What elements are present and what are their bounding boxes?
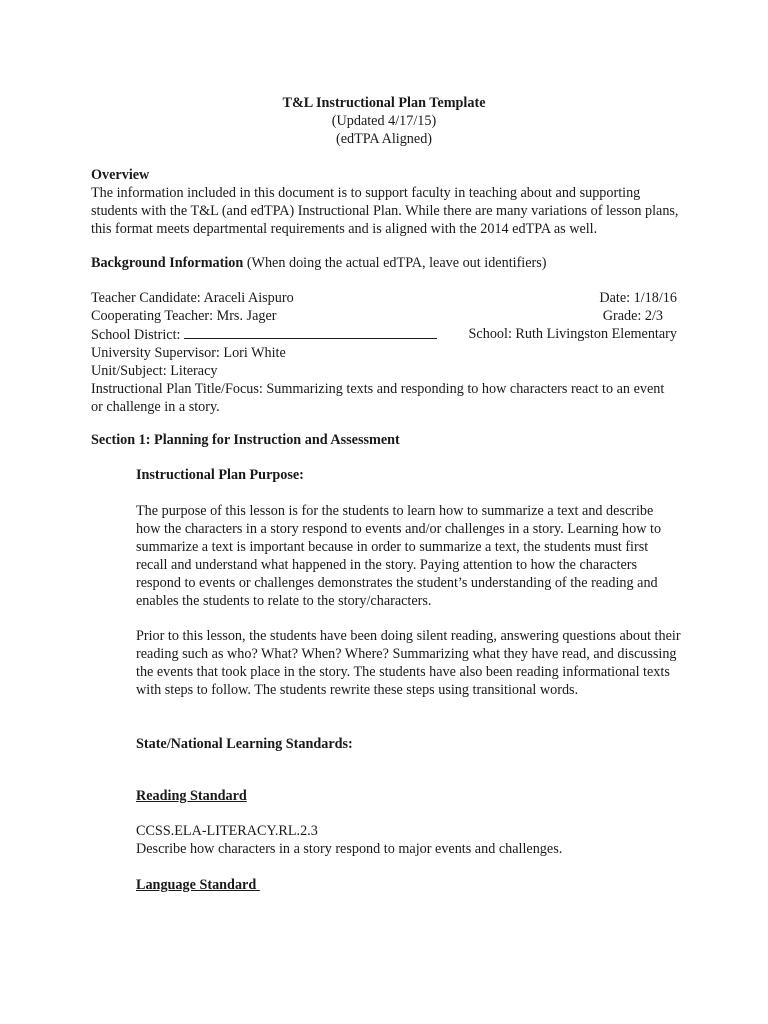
school-name: School: Ruth Livingston Elementary [468,326,677,342]
language-standard-heading: Language Standard [136,877,260,893]
overview-section [91,166,681,238]
reading-standard-code: CCSS.ELA-LITERACY.RL.2.3 [136,823,318,839]
cooperating-grade-row [91,307,677,325]
teacher-date-row [91,289,677,307]
school-district-field [91,325,437,344]
university-supervisor: University Supervisor: Lori White [91,345,286,361]
overview-heading: Overview [91,167,150,183]
section1-heading: Section 1: Planning for Instruction and Assessment [91,432,400,448]
standards-heading: State/National Learning Standards: [136,736,353,752]
document-title: T&L Instructional Plan Template [282,95,486,111]
lesson-date: Date: 1/18/16 [599,290,677,306]
edtpa-aligned-note: (edTPA Aligned) [335,131,433,147]
reading-standard-heading: Reading Standard [136,788,247,804]
school-district-blank [184,325,437,339]
purpose-paragraph-1: The purpose of this lesson is for the students to learn how to summarize a text and describe how the characters in a story respond to events and/or challenges in a story. Learning how to summarize a text is important because in order to summarize a text, the students must first recall and understand what happened in the story. Paying attention to how the characters respond to events or challenges demonstrates the student’s understanding of the reading and enables the students to relate to the story/characters. [136,503,662,609]
teacher-candidate: Teacher Candidate: Araceli Aispuro [91,290,294,306]
school-district-label: School District: [91,327,181,343]
purpose-paragraph-2: Prior to this lesson, the students have been doing silent reading, answering questions about their reading such as who? What? When? Where? Summarizing what they have read, and discussing the events that took place in the story. The students have also been reading informational texts with steps to follow. The students rewrite these steps using transitional words. [136,628,681,698]
background-note: (When doing the actual edTPA, leave out identifiers) [243,255,547,271]
overview-text: The information included in this document is to support faculty in teaching about and supporting students with the T&L (and edTPA) Instructional Plan. While there are many variations of lesson plans, this format meets departmental requirements and is aligned with the 2014 edTPA as well. [91,185,679,237]
grade: Grade: 2/3 [602,308,663,324]
cooperating-teacher: Cooperating Teacher: Mrs. Jager [91,308,277,324]
purpose-heading: Instructional Plan Purpose: [136,467,304,483]
unit-subject: Unit/Subject: Literacy [91,363,218,379]
district-school-row [91,325,677,344]
background-details [91,289,681,416]
background-heading: Background Information [91,255,244,271]
plan-title-focus: Instructional Plan Title/Focus: Summarizing texts and responding to how characters react to an event or challenge in a story. [91,381,665,415]
updated-date: (Updated 4/17/15) [331,113,437,129]
reading-standard-text: Describe how characters in a story respond to major events and challenges. [136,841,563,857]
background-heading-line [91,254,681,272]
